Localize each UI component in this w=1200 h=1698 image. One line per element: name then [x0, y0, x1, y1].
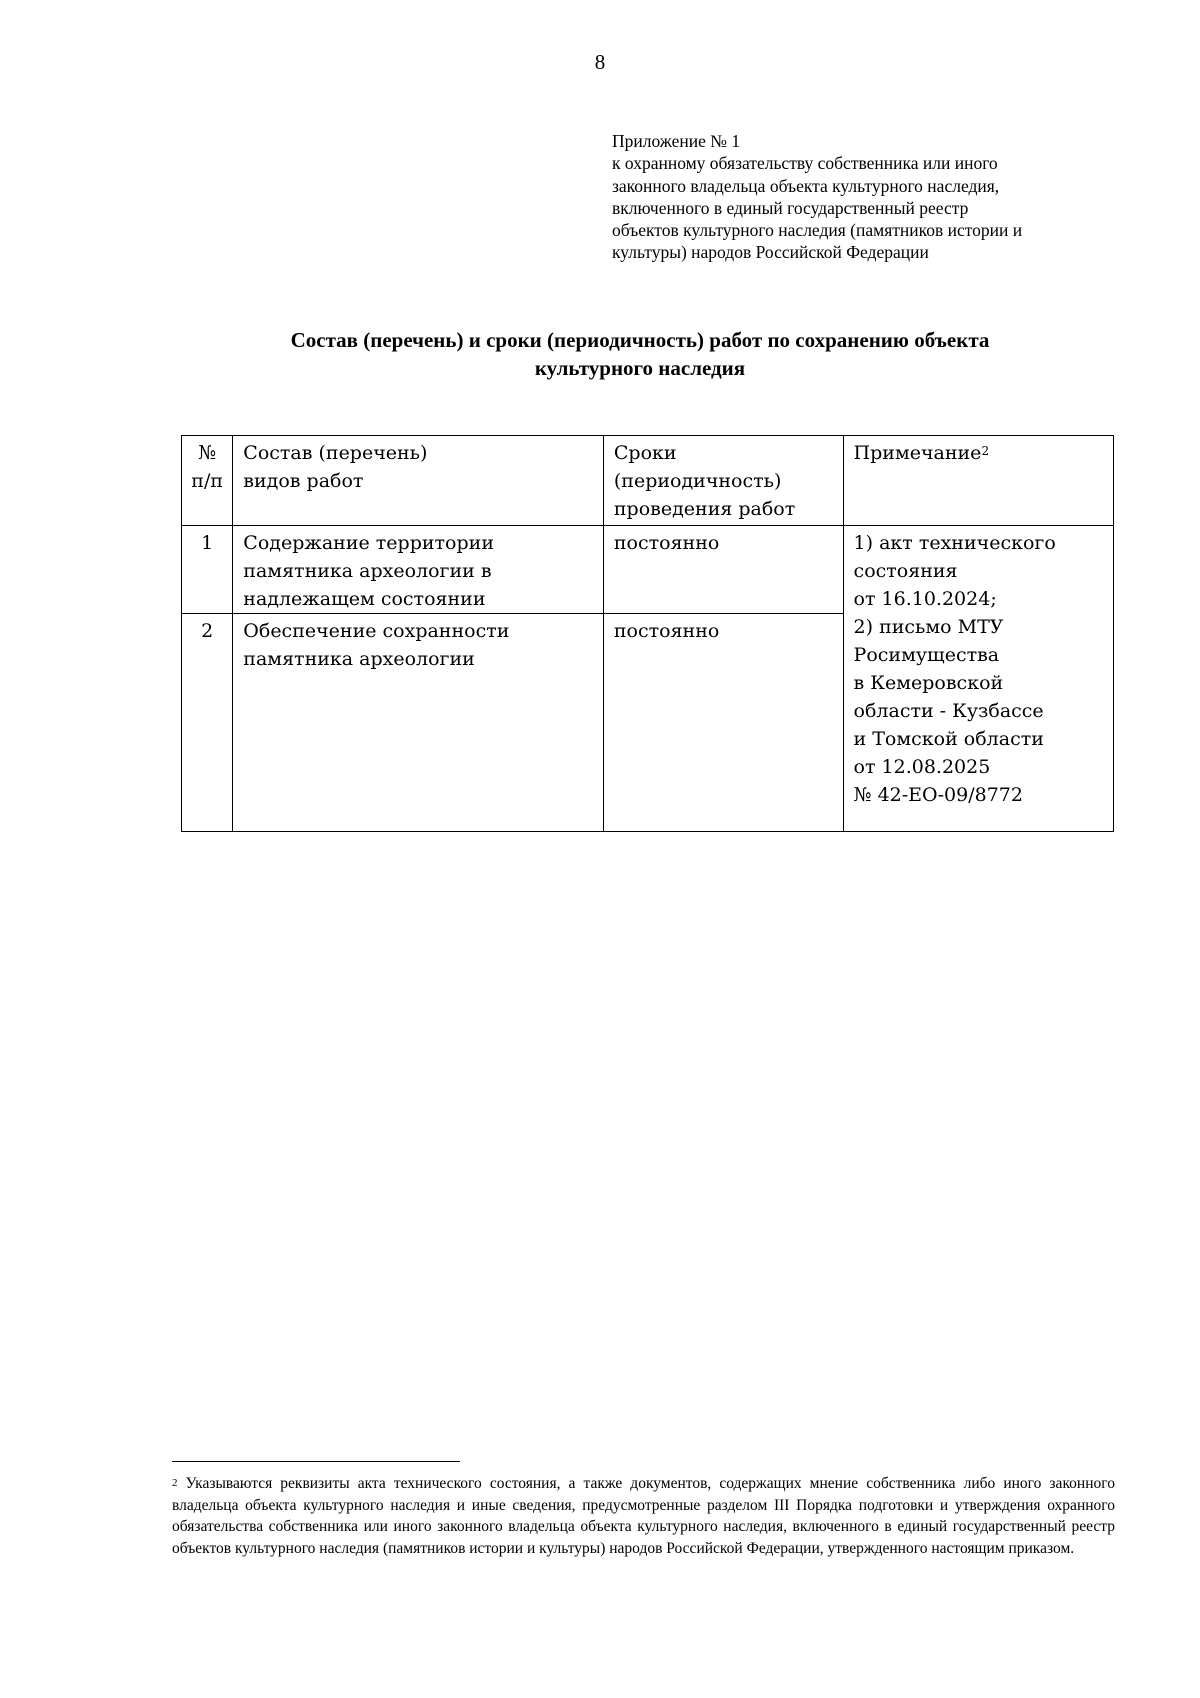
table-row — [182, 526, 1114, 614]
footnote-mark: 2 — [172, 1477, 178, 1489]
footnote-text: Указываются реквизиты акта технического состояния, а также документов, содержащих мнение собственника либо иного законного владельца объекта культурного наследия и иные сведения, предусмотренные разделом III Порядка подготовки и утверждения охранного обязательства собственника или иного законного владельца объекта культурного наследия, включенного в единый государственный реестр объектов культурного наследия (памятников истории и культуры) народов Российской Федерации, утвержденного настоящим приказом. — [172, 1475, 1115, 1557]
appendix-header — [612, 130, 1112, 264]
appendix-line: объектов культурного наследия (памятников истории и — [612, 220, 1023, 241]
header-name: Состав (перечень) видов работ — [233, 436, 604, 526]
document-title — [0, 326, 1200, 382]
row-name: Содержание территории памятника археологии в надлежащем состоянии — [233, 526, 604, 614]
footnote-divider — [172, 1461, 460, 1462]
appendix-line: к охранному обязательству собственника или иного — [612, 153, 998, 174]
row-term: постоянно — [603, 614, 843, 832]
table-header-row — [182, 436, 1114, 526]
row-num: 1 — [182, 526, 233, 614]
appendix-line: включенного в единый государственный реестр — [612, 197, 969, 218]
row-num: 2 — [182, 614, 233, 832]
page-number: 8 — [594, 50, 606, 74]
footnote-ref: 2 — [981, 444, 990, 458]
row-name: Обеспечение сохранности памятника археологии — [233, 614, 604, 832]
works-table — [181, 435, 1114, 832]
appendix-line: Приложение № 1 — [612, 131, 741, 151]
footnote — [172, 1473, 1115, 1559]
title-line-1: Состав (перечень) и сроки (периодичность) работ по сохранению объекта — [290, 328, 990, 352]
header-num: № п/п — [182, 436, 233, 526]
appendix-line: законного владельца объекта культурного наследия, — [612, 175, 1000, 196]
note-cell: 1) акт технического состояния от 16.10.2024; 2) письмо МТУ Росимущества в Кемеровской области - Кузбассе и Томской области от 12.08.2025 № 42-ЕО-09/8772 — [843, 526, 1113, 832]
appendix-line: культуры) народов Российской Федерации — [612, 242, 929, 263]
row-term: постоянно — [603, 526, 843, 614]
header-note: Примечание$^2$ — [843, 436, 1113, 526]
title-line-2: культурного наследия — [534, 356, 746, 380]
header-term: Сроки (периодичность) проведения работ — [603, 436, 843, 526]
